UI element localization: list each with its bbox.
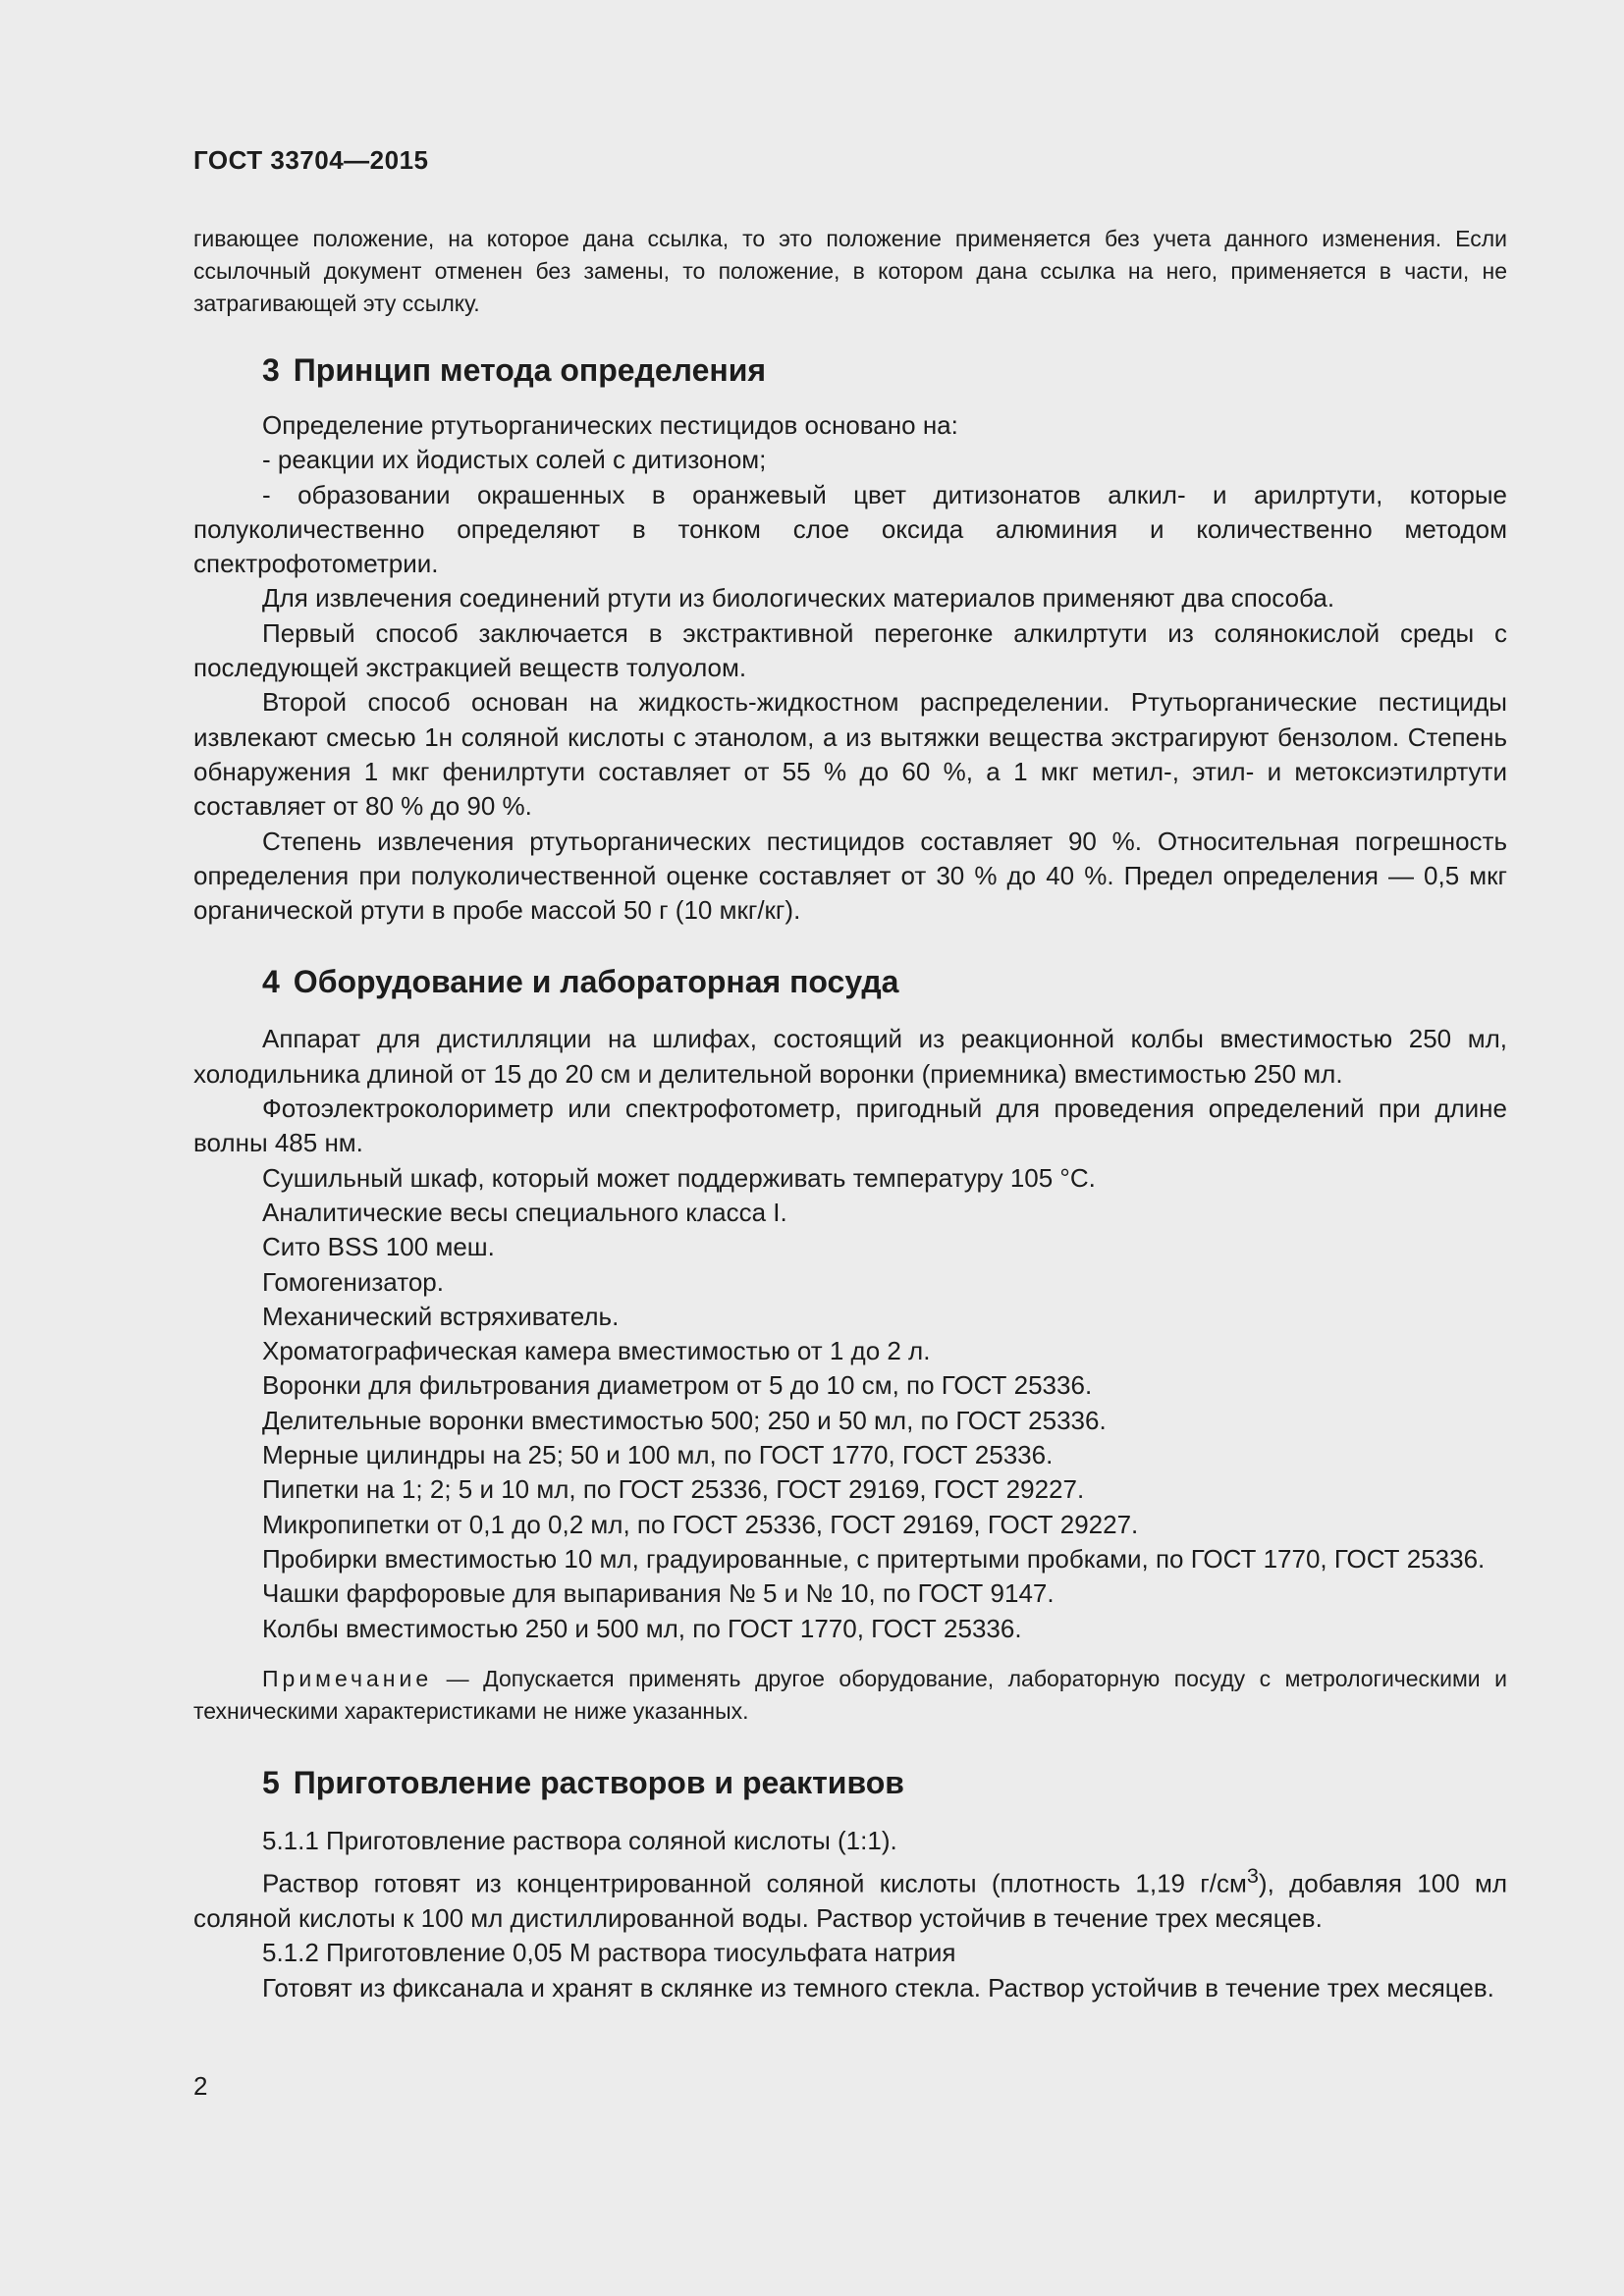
- section-3-heading: [193, 352, 1507, 389]
- equipment-item: Колбы вместимостью 250 и 500 мл, по ГОСТ 1770, ГОСТ 25336.: [262, 1613, 1022, 1643]
- section-5-heading: [193, 1765, 1507, 1801]
- section-3-paragraph: Для извлечения соединений ртути из биологических материалов применяют два способа.: [262, 583, 1335, 614]
- equipment-item: Делительные воронки вместимостью 500; 250 и 50 мл, по ГОСТ 25336.: [262, 1405, 1107, 1435]
- subsection-5-1-1-text: [193, 1858, 1507, 1936]
- section-3-paragraph: Второй способ основан на жидкость-жидкостном распределении. Ртутьорганические пестициды извлекают смесью 1н соляной кислоты с этанолом, а из вытяжки вещества экстрагируют бензолом. Степень обнаружения 1 мкг фенилртути составляет от 55 % до 60 %, а 1 мкг метил-, этил- и метоксиэтилртути составляет от 80 % до 90 %.: [193, 687, 1507, 822]
- section-3-paragraph: Степень извлечения ртутьорганических пестицидов составляет 90 %. Относительная погрешность определения при полуколичественной оценке составляет от 30 % до 40 %. Предел определения — 0,5 мкг органической ртути в пробе массой 50 г (10 мкг/кг).: [193, 826, 1507, 926]
- section-3-paragraph: - реакции их йодистых солей с дитизоном;: [262, 445, 767, 475]
- equipment-item: Сито BSS 100 меш.: [262, 1232, 495, 1262]
- equipment-item: Аппарат для дистилляции на шлифах, состоящий из реакционной колбы вместимостью 250 мл, холодильника длиной от 15 до 20 см и делительной воронки (приемника) вместимостью 250 мл.: [193, 1024, 1507, 1089]
- equipment-item: Мерные цилиндры на 25; 50 и 100 мл, по ГОСТ 1770, ГОСТ 25336.: [262, 1440, 1054, 1470]
- note-label: Примечание: [262, 1665, 433, 1691]
- equipment-item: Механический встряхиватель.: [262, 1301, 620, 1331]
- subsection-5-1-2-title: 5.1.2 Приготовление 0,05 М раствора тиосульфата натрия: [262, 1938, 956, 1968]
- section-5-title: Приготовление растворов и реактивов: [293, 1764, 904, 1800]
- section-3-paragraph: - образовании окрашенных в оранжевый цвет дитизонатов алкил- и арилртути, которые полуколичественно определяют в тонком слое оксида алюминия и количественно методом спектрофотометрии.: [193, 479, 1507, 579]
- intro-paragraph: гивающее положение, на которое дана ссылка, то это положение применяется без учета данного изменения. Если ссылочный документ отменен без замены, то положение, в котором дана ссылка на него, применяется в части, не затрагивающей эту ссылку.: [193, 226, 1507, 316]
- equipment-item: Пробирки вместимостью 10 мл, градуированные, с притертыми пробками, по ГОСТ 1770, ГОСТ 25336.: [262, 1543, 1486, 1574]
- equipment-item: Аналитические весы специального класса I.: [262, 1197, 787, 1227]
- section-4-title: Оборудование и лабораторная посуда: [293, 964, 899, 1000]
- section-3-number: 3: [262, 352, 280, 388]
- page-body: [193, 223, 1507, 2005]
- equipment-item: Микропипетки от 0,1 до 0,2 мл, по ГОСТ 25336, ГОСТ 29169, ГОСТ 29227.: [262, 1509, 1139, 1539]
- document-id-header: ГОСТ 33704—2015: [193, 145, 429, 175]
- subsection-5-1-1-title: 5.1.1 Приготовление раствора соляной кислоты (1:1).: [262, 1825, 897, 1855]
- section-3-title: Принцип метода определения: [293, 352, 767, 388]
- superscript-3: 3: [1246, 1863, 1259, 1889]
- section-4-heading: [193, 964, 1507, 1000]
- equipment-item: Воронки для фильтрования диаметром от 5 до 10 см, по ГОСТ 25336.: [262, 1370, 1093, 1401]
- section-5-number: 5: [262, 1764, 280, 1800]
- section-4-number: 4: [262, 964, 280, 1000]
- equipment-item: Сушильный шкаф, который может поддерживать температуру 105 °С.: [262, 1162, 1096, 1193]
- equipment-item: Гомогенизатор.: [262, 1266, 444, 1297]
- equipment-item: Чашки фарфоровые для выпаривания № 5 и № 10, по ГОСТ 9147.: [262, 1578, 1055, 1609]
- subsection-5-1-2-text: Готовят из фиксанала и хранят в склянке из темного стекла. Раствор устойчив в течение трех месяцев.: [262, 1972, 1494, 2002]
- equipment-item: Хроматографическая камера вместимостью от 1 до 2 л.: [262, 1336, 931, 1366]
- equipment-item: Пипетки на 1; 2; 5 и 10 мл, по ГОСТ 25336, ГОСТ 29169, ГОСТ 29227.: [262, 1474, 1085, 1505]
- equipment-note: [193, 1663, 1507, 1728]
- section-3-paragraph: Первый способ заключается в экстрактивной перегонке алкилртути из солянокислой среды с последующей экстракцией веществ толуолом.: [193, 617, 1507, 683]
- equipment-item: Фотоэлектроколориметр или спектрофотометр, пригодный для проведения определений при длине волны 485 нм.: [193, 1094, 1507, 1158]
- note-text: — Допускается применять другое оборудование, лабораторную посуду с метрологическими и техническими характеристиками не ниже указанных.: [193, 1665, 1507, 1724]
- text-run: Раствор готовят из концентрированной соляной кислоты (плотность 1,19 г/см: [262, 1868, 1247, 1898]
- page-number: 2: [193, 2071, 208, 2101]
- section-3-paragraph: Определение ртутьорганических пестицидов основано на:: [262, 410, 958, 440]
- text-run: ), добавляя 100 мл соляной кислоты к 100 мл дистиллированной воды. Раствор устойчив в течение трех месяцев.: [193, 1868, 1507, 1934]
